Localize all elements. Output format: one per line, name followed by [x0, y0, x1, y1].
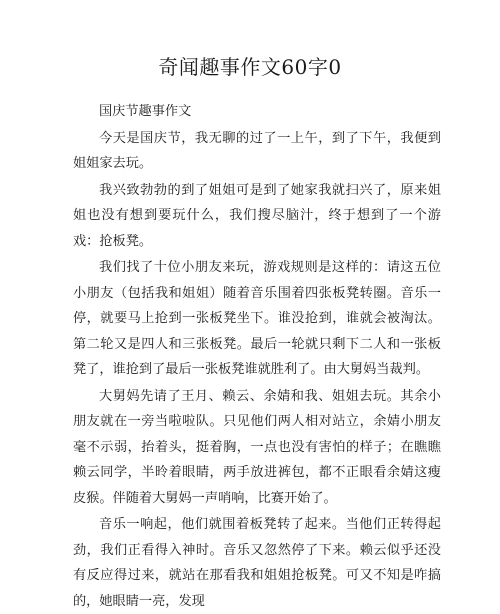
article-body: [73, 99, 441, 614]
paragraph-3: 我们找了十位小朋友来玩，游戏规则是这样的：请这五位小朋友（包括我和姐姐）随着音乐围着四张板凳转圈。音乐一停，就要马上抢到一张板凳坐下。谁没抢到，谁就会被淘汰。第二轮又是四人和三张板凳。最后一轮就只剩下二人和一张板凳了，谁抢到了最后一张板凳谁就胜利了。由大舅妈当裁判。: [73, 260, 441, 377]
paragraph-4: 大舅妈先请了王月、赖云、余婧和我、姐姐去玩。其余小朋友就在一旁当啦啦队。只见他们两人相对站立，余婧小朋友毫不示弱，抬着头，挺着胸，一点也没有害怕的样子；在瞧瞧赖云同学，半昤着眼睛，两手放进裤包，都不正眼看余婧这瘦皮猴。伴随着大舅妈一声哨响，比赛开始了。: [73, 388, 441, 506]
article-subtitle: 国庆节趣事作文: [99, 104, 192, 119]
paragraph-5: 音乐一响起，他们就围着板凳转了起来。当他们正转得起劲，我们正看得入神时。音乐又忽然停了下来。赖云似乎还没有反应得过来，就站在那看我和姐姐抢板凳。可又不知是咋搞的，她眼睛一亮，发现: [73, 517, 441, 609]
paragraph-2: 我兴致勃勃的到了姐姐可是到了她家我就扫兴了，原来姐姐也没有想到要玩什么，我们搜尽脑汁，终于想到了一个游戏：抢板凳。: [73, 182, 441, 249]
page-title: 奇闻趣事作文60字0: [158, 55, 342, 79]
paragraph-1: 今天是国庆节，我无聊的过了一上午，到了下午，我便到姐姐家去玩。: [73, 130, 441, 171]
